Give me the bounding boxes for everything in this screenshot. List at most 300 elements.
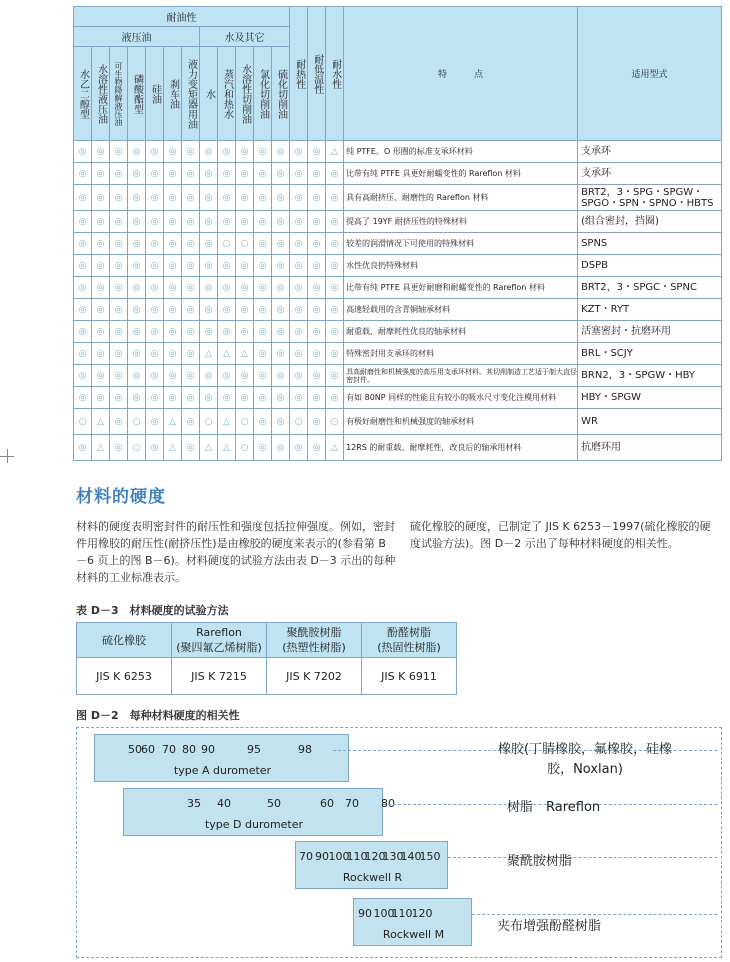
rating-cell: ○	[128, 409, 146, 435]
rating-cell: ◎	[236, 163, 254, 185]
features-header: 特 点	[344, 7, 578, 141]
scale-name-label: Rockwell R	[342, 871, 403, 884]
rating-cell: ◎	[200, 141, 218, 163]
rating-cell: ◎	[236, 255, 254, 277]
rating-cell: △	[92, 435, 110, 461]
rating-cell: ◎	[254, 299, 272, 321]
model-cell: BRT2，3・SPG・SPGW・SPGO・SPN・SPNO・HBTS	[578, 185, 722, 211]
rating-cell: ◎	[110, 163, 128, 185]
rating-cell: ◎	[92, 211, 110, 233]
table-d3-cell: JIS K 7215	[172, 658, 267, 695]
rating-cell: ◎	[326, 163, 344, 185]
rating-cell: ◎	[272, 141, 290, 163]
rating-cell: ◎	[110, 211, 128, 233]
section-title: 材料的硬度	[76, 487, 166, 507]
fluid-column-header: 水	[200, 47, 218, 141]
rating-cell: ◎	[128, 255, 146, 277]
hardness-scale-bar	[123, 788, 395, 836]
rating-cell: ◎	[146, 299, 164, 321]
feature-cell: 高速轻载用的含青铜轴承材料	[344, 299, 578, 321]
rating-cell: ◎	[290, 277, 308, 299]
rating-cell: ◎	[308, 321, 326, 343]
scale-tick-label: 150	[419, 850, 441, 863]
scale-tick-label: 70	[162, 743, 176, 756]
model-cell: HBY・SPGW	[578, 387, 722, 409]
hardness-correlation-chart	[76, 727, 722, 958]
table-d3-cell: JIS K 6253	[77, 658, 172, 695]
rating-cell: ◎	[110, 387, 128, 409]
scale-tick-label: 100	[328, 850, 350, 863]
rating-cell: △	[164, 435, 182, 461]
table-d3-header: 酚醛树脂 (热固性树脂)	[362, 623, 457, 658]
rating-cell: ◎	[110, 185, 128, 211]
rating-cell: ◎	[182, 185, 200, 211]
rating-cell: ◎	[236, 185, 254, 211]
rating-cell: ◎	[326, 277, 344, 299]
table-row	[74, 343, 722, 365]
fluid-column-header: 蒸汽和热水	[218, 47, 236, 141]
oil-table-body	[74, 141, 722, 461]
rating-cell: ◎	[146, 343, 164, 365]
rating-cell: ○	[290, 409, 308, 435]
rating-cell: ◎	[272, 255, 290, 277]
rating-cell: ◎	[146, 365, 164, 387]
rating-cell: ◎	[128, 141, 146, 163]
table-row	[74, 211, 722, 233]
rating-cell: ◎	[272, 387, 290, 409]
feature-cell: 提高了 19YF 耐挤压性的特殊材料	[344, 211, 578, 233]
feature-cell: 具高耐磨性和机械强度的高压用支承环材料。其切削制造工艺适于制大直径密封件。	[344, 365, 578, 387]
rating-cell: ◎	[254, 387, 272, 409]
table-d3-caption: 表 D－3 材料硬度的试验方法	[76, 604, 229, 617]
rating-cell: ◎	[164, 163, 182, 185]
rating-cell: ◎	[182, 163, 200, 185]
rating-cell: ◎	[74, 185, 92, 211]
feature-cell: 耐重载、耐摩耗性优良的轴承材料	[344, 321, 578, 343]
fluid-column-header: 水乙二醇型	[74, 47, 92, 141]
rating-cell: ◎	[74, 343, 92, 365]
rating-cell: ◎	[272, 233, 290, 255]
rating-cell: ◎	[272, 163, 290, 185]
material-label: 聚酰胺树脂	[507, 854, 573, 869]
oil-resistance-header: 耐油性	[74, 7, 290, 27]
scale-tick-label: 95	[247, 743, 261, 756]
feature-cell: 特殊密封用支承环的材料	[344, 343, 578, 365]
rating-cell: ◎	[92, 185, 110, 211]
rating-cell: ◎	[146, 255, 164, 277]
feature-cell: 纯 PTFE。O 形圈的标准支承环材料	[344, 141, 578, 163]
rating-cell: ◎	[146, 435, 164, 461]
rating-cell: ◎	[128, 163, 146, 185]
feature-cell: 较差的润滑情况下可使用的特殊材料	[344, 233, 578, 255]
table-row	[74, 435, 722, 461]
rating-cell: ◎	[308, 255, 326, 277]
rating-cell: ◎	[146, 211, 164, 233]
rating-cell: ◎	[272, 321, 290, 343]
rating-cell: ◎	[146, 163, 164, 185]
rating-cell: ◎	[254, 233, 272, 255]
rating-cell: ◎	[128, 185, 146, 211]
scale-name-label: type D durometer	[204, 818, 304, 831]
rating-cell: ◎	[290, 387, 308, 409]
rating-cell: ◎	[182, 365, 200, 387]
rating-cell: ◎	[236, 365, 254, 387]
rating-cell: ◎	[200, 299, 218, 321]
rating-cell: ◎	[326, 233, 344, 255]
rating-cell: ◎	[272, 435, 290, 461]
rating-cell: ◎	[182, 387, 200, 409]
rating-cell: ◎	[254, 185, 272, 211]
table-row	[74, 321, 722, 343]
table-d3-header: 聚酰胺树脂 (热塑性树脂)	[267, 623, 362, 658]
rating-cell: ◎	[92, 255, 110, 277]
crop-mark	[7, 449, 8, 463]
rating-cell: ◎	[164, 343, 182, 365]
rating-cell: ◎	[200, 387, 218, 409]
rating-cell: ◎	[92, 299, 110, 321]
rating-cell: ◎	[92, 387, 110, 409]
rating-cell: ◎	[272, 299, 290, 321]
rating-cell: ◎	[254, 435, 272, 461]
rating-cell: ◎	[128, 365, 146, 387]
table-row	[74, 387, 722, 409]
scale-tick-label: 110	[391, 907, 413, 920]
rating-cell: ◎	[218, 211, 236, 233]
rating-cell: ◎	[128, 277, 146, 299]
rating-cell: ◎	[182, 233, 200, 255]
rating-cell: ◎	[74, 387, 92, 409]
model-cell: 支承环	[578, 163, 722, 185]
rating-cell: ◎	[110, 141, 128, 163]
rating-cell: ◎	[146, 185, 164, 211]
rating-cell: ◎	[308, 233, 326, 255]
scale-tick-label: 90	[201, 743, 215, 756]
feature-cell: 具有高耐挤压、耐磨性的 Rareflon 材料	[344, 185, 578, 211]
rating-cell: ◎	[308, 299, 326, 321]
scale-tick-label: 80	[182, 743, 196, 756]
paragraph-left: 材料的硬度表明密封件的耐压性和强度包括拉伸强度。例如，密封件用橡胶的耐压性(耐挤压性)是由橡胶的硬度来表示的(参看第 B－6 页上的图 B－6)。材料硬度的试验方法由表 D－3 示出的每种材料的工业标准表示。	[76, 520, 396, 584]
water-etc-header: 水及其它	[200, 27, 290, 47]
rating-cell: ◎	[308, 435, 326, 461]
rating-cell: ◎	[182, 409, 200, 435]
table-row	[74, 163, 722, 185]
rating-cell: ◎	[92, 163, 110, 185]
heat-header: 耐热性	[290, 7, 308, 141]
rating-cell: ◎	[146, 233, 164, 255]
rating-cell: ◎	[128, 387, 146, 409]
fig-d2-caption: 图 D－2 每种材料硬度的相关性	[76, 709, 240, 722]
model-cell: (组合密封，挡圈)	[578, 211, 722, 233]
table-row	[74, 277, 722, 299]
rating-cell: ◎	[254, 365, 272, 387]
rating-cell: ◎	[146, 141, 164, 163]
rating-cell: ◎	[308, 163, 326, 185]
rating-cell: ◎	[326, 211, 344, 233]
rating-cell: ◎	[326, 299, 344, 321]
rating-cell: ◎	[146, 409, 164, 435]
rating-cell: ○	[236, 233, 254, 255]
material-label: 橡胶(丁腈橡胶，氟橡胶，硅橡胶，Noxlan)	[497, 742, 673, 777]
feature-cell: 12RS 的耐重载、耐摩耗性，改良后的轴承用材料	[344, 435, 578, 461]
rating-cell: ◎	[308, 211, 326, 233]
model-cell: DSPB	[578, 255, 722, 277]
rating-cell: ◎	[128, 343, 146, 365]
hardness-scale-bar	[94, 734, 349, 782]
rating-cell: ◎	[272, 211, 290, 233]
model-cell: 抗磨环用	[578, 435, 722, 461]
table-row	[74, 185, 722, 211]
rating-cell: ◎	[272, 185, 290, 211]
rating-cell: ◎	[218, 299, 236, 321]
rating-cell: ◎	[92, 233, 110, 255]
rating-cell: ◎	[290, 233, 308, 255]
rating-cell: ◎	[308, 409, 326, 435]
scale-tick-label: 35	[187, 797, 201, 810]
rating-cell: ◎	[92, 141, 110, 163]
rating-cell: ◎	[110, 299, 128, 321]
rating-cell: ◎	[236, 387, 254, 409]
rating-cell: ◎	[74, 211, 92, 233]
table-d3-header-row	[77, 623, 457, 658]
fluid-column-header: 水溶性液压油	[92, 47, 110, 141]
feature-cell: 比带有纯 PTFE 具更好耐蠕变性的 Rareflon 材料	[344, 163, 578, 185]
rating-cell: ◎	[254, 321, 272, 343]
rating-cell: ◎	[164, 141, 182, 163]
rating-cell: ◎	[92, 277, 110, 299]
rating-cell: ◎	[74, 277, 92, 299]
rating-cell: ◎	[308, 185, 326, 211]
rating-cell: ○	[236, 409, 254, 435]
rating-cell: ◎	[308, 365, 326, 387]
rating-cell: ◎	[218, 141, 236, 163]
scale-tick-label: 120	[411, 907, 433, 920]
rating-cell: ◎	[290, 343, 308, 365]
rating-cell: ◎	[74, 299, 92, 321]
rating-cell: ◎	[164, 387, 182, 409]
rating-cell: ◎	[254, 343, 272, 365]
oil-resistance-table	[73, 6, 722, 461]
table-d3-value-row	[77, 658, 457, 695]
rating-cell: ◎	[236, 277, 254, 299]
scale-tick-label: 98	[298, 743, 312, 756]
rating-cell: ◎	[218, 185, 236, 211]
table-row	[74, 141, 722, 163]
rating-cell: △	[218, 409, 236, 435]
rating-cell: ◎	[218, 387, 236, 409]
rating-cell: ◎	[200, 321, 218, 343]
rating-cell: ◎	[164, 211, 182, 233]
rating-cell: ◎	[182, 299, 200, 321]
scale-tick-label: 50	[128, 743, 142, 756]
table-row	[74, 233, 722, 255]
table-d3	[76, 622, 457, 695]
rating-cell: ◎	[254, 163, 272, 185]
rating-cell: ○	[326, 409, 344, 435]
scale-tick-label: 90	[315, 850, 329, 863]
rating-cell: ◎	[290, 299, 308, 321]
rating-cell: ◎	[110, 255, 128, 277]
scale-name-label: Rockwell M	[382, 928, 445, 941]
rating-cell: ◎	[128, 211, 146, 233]
rating-cell: ◎	[290, 185, 308, 211]
rating-cell: ◎	[200, 277, 218, 299]
rating-cell: ◎	[326, 255, 344, 277]
rating-cell: ◎	[290, 211, 308, 233]
rating-cell: △	[164, 409, 182, 435]
rating-cell: ◎	[164, 365, 182, 387]
rating-cell: ◎	[308, 277, 326, 299]
rating-cell: ◎	[236, 299, 254, 321]
rating-cell: ◎	[254, 277, 272, 299]
feature-cell: 有极好耐磨性和机械强度的轴承材料	[344, 409, 578, 435]
fluid-column-header: 氯化切削油	[254, 47, 272, 141]
rating-cell: ◎	[92, 321, 110, 343]
scale-tick-label: 100	[373, 907, 395, 920]
scale-tick-label: 70	[299, 850, 313, 863]
rating-cell: △	[200, 435, 218, 461]
rating-cell: ◎	[200, 185, 218, 211]
rating-cell: △	[326, 141, 344, 163]
model-cell: SPNS	[578, 233, 722, 255]
table-d3-header: 硫化橡胶	[77, 623, 172, 658]
hardness-scale-bar	[295, 841, 448, 889]
material-label: 夹布增强酚醛树脂	[497, 919, 602, 934]
scale-tick-label: 90	[358, 907, 372, 920]
scale-tick-label: 130	[382, 850, 404, 863]
scale-tick-label: 70	[345, 797, 359, 810]
rating-cell: ◎	[146, 277, 164, 299]
rating-cell: ○	[128, 435, 146, 461]
water-res-header: 耐水性	[326, 7, 344, 141]
rating-cell: ◎	[74, 141, 92, 163]
rating-cell: ◎	[128, 299, 146, 321]
rating-cell: ◎	[74, 233, 92, 255]
rating-cell: ◎	[164, 299, 182, 321]
hydraulic-oil-header: 液压油	[74, 27, 200, 47]
rating-cell: ◎	[272, 409, 290, 435]
rating-cell: ◎	[92, 365, 110, 387]
rating-cell: ◎	[74, 365, 92, 387]
scale-tick-label: 110	[346, 850, 368, 863]
rating-cell: ◎	[254, 255, 272, 277]
fluid-column-header: 水溶性切削油	[236, 47, 254, 141]
rating-cell: ◎	[290, 163, 308, 185]
rating-cell: ◎	[236, 321, 254, 343]
table-d3-header: Rareflon (聚四氟乙烯树脂)	[172, 623, 267, 658]
rating-cell: ◎	[164, 255, 182, 277]
rating-cell: ○	[236, 435, 254, 461]
rating-cell: △	[326, 435, 344, 461]
model-cell: WR	[578, 409, 722, 435]
guide-line	[472, 914, 717, 915]
model-cell: 支承环	[578, 141, 722, 163]
model-cell: BRL・SCJY	[578, 343, 722, 365]
rating-cell: ◎	[146, 387, 164, 409]
rating-cell: ◎	[290, 435, 308, 461]
rating-cell: ◎	[200, 211, 218, 233]
oil-resistance-table-wrap	[73, 6, 721, 461]
rating-cell: ◎	[200, 365, 218, 387]
table-row	[74, 299, 722, 321]
rating-cell: ◎	[218, 277, 236, 299]
rating-cell: ◎	[146, 321, 164, 343]
scale-tick-label: 80	[381, 797, 395, 810]
models-header: 适用型式	[578, 7, 722, 141]
rating-cell: ◎	[200, 233, 218, 255]
model-cell: KZT・RYT	[578, 299, 722, 321]
table-d3-cell: JIS K 7202	[267, 658, 362, 695]
fluid-column-header: 刹车油	[164, 47, 182, 141]
rating-cell: ◎	[236, 211, 254, 233]
material-label: 树脂 Rareflon	[507, 800, 601, 815]
fluid-column-header: 硫化切削油	[272, 47, 290, 141]
rating-cell: △	[218, 343, 236, 365]
rating-cell: ◎	[236, 141, 254, 163]
scale-tick-label: 40	[217, 797, 231, 810]
rating-cell: ◎	[326, 343, 344, 365]
rating-cell: ◎	[110, 233, 128, 255]
model-cell: 活塞密封・抗磨环用	[578, 321, 722, 343]
scale-tick-label: 120	[364, 850, 386, 863]
model-cell: BRT2，3・SPGC・SPNC	[578, 277, 722, 299]
rating-cell: ◎	[182, 211, 200, 233]
table-row	[74, 365, 722, 387]
rating-cell: ◎	[164, 321, 182, 343]
fluid-column-header: 硅油	[146, 47, 164, 141]
rating-cell: ◎	[110, 435, 128, 461]
rating-cell: ◎	[182, 435, 200, 461]
rating-cell: ◎	[308, 387, 326, 409]
feature-cell: 有如 80NP 同样的性能且有较小的吸水尺寸变化注模用材料	[344, 387, 578, 409]
rating-cell: ◎	[272, 343, 290, 365]
rating-cell: ◎	[128, 321, 146, 343]
rating-cell: ◎	[326, 365, 344, 387]
rating-cell: △	[92, 409, 110, 435]
rating-cell: ◎	[200, 255, 218, 277]
scale-tick-label: 60	[320, 797, 334, 810]
rating-cell: ◎	[128, 233, 146, 255]
rating-cell: ◎	[74, 321, 92, 343]
rating-cell: ◎	[182, 343, 200, 365]
rating-cell: ◎	[272, 277, 290, 299]
rating-cell: ◎	[182, 141, 200, 163]
scale-tick-label: 140	[400, 850, 422, 863]
rating-cell: ◎	[182, 277, 200, 299]
rating-cell: △	[236, 343, 254, 365]
paragraph-right: 硫化橡胶的硬度，已制定了 JIS K 6253－1997(硫化橡胶的硬度试验方法)。图 D－2 示出了每种材料硬度的相关性。	[410, 520, 711, 550]
rating-cell: ◎	[308, 141, 326, 163]
rating-cell: ◎	[326, 185, 344, 211]
rating-cell: ◎	[164, 185, 182, 211]
feature-cell: 水性优良扔特殊材料	[344, 255, 578, 277]
rating-cell: ◎	[110, 409, 128, 435]
fluid-column-header: 液力变矩器用油	[182, 47, 200, 141]
rating-cell: △	[200, 343, 218, 365]
rating-cell: ○	[200, 409, 218, 435]
rating-cell: ◎	[254, 211, 272, 233]
rating-cell: ◎	[110, 277, 128, 299]
rating-cell: ◎	[290, 141, 308, 163]
rating-cell: ◎	[182, 255, 200, 277]
table-d3-cell: JIS K 6911	[362, 658, 457, 695]
rating-cell: ◎	[290, 255, 308, 277]
table-row	[74, 409, 722, 435]
rating-cell: ◎	[308, 343, 326, 365]
rating-cell: ◎	[218, 365, 236, 387]
low-temp-header: 耐低温性	[308, 7, 326, 141]
rating-cell: ◎	[218, 321, 236, 343]
rating-cell: ◎	[92, 343, 110, 365]
